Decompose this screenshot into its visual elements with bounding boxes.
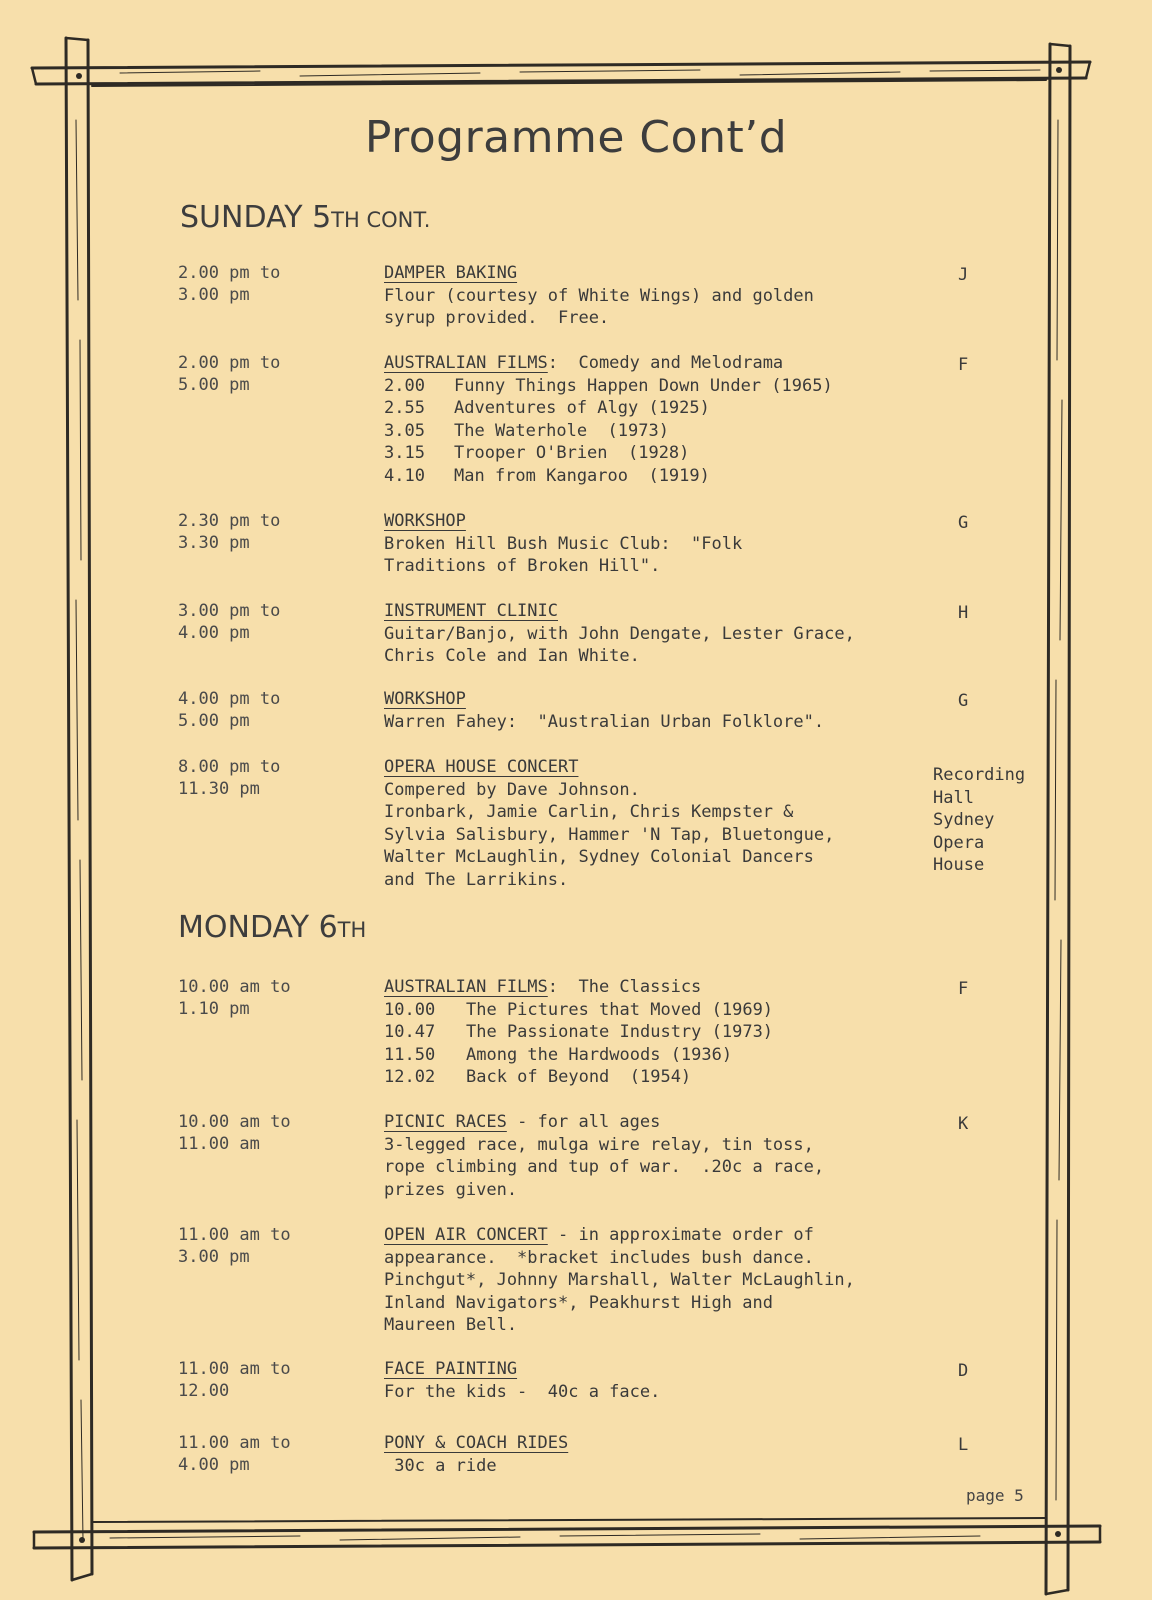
venue-code: K bbox=[958, 1114, 969, 1134]
film-time: 10.47 bbox=[384, 1022, 436, 1042]
entry-time: 2.00 pm to 3.00 pm bbox=[178, 263, 281, 305]
film-time: 3.15 bbox=[384, 443, 425, 463]
film-listing bbox=[384, 420, 944, 443]
entry-heading: OPERA HOUSE CONCERT bbox=[384, 757, 579, 777]
entry-heading-suffix: - for all ages bbox=[506, 1112, 661, 1132]
entry-details bbox=[384, 262, 944, 330]
entry-heading: WORKSHOP bbox=[384, 511, 466, 531]
entry-description-line: Ironbark, Jamie Carlin, Chris Kempster & bbox=[384, 802, 794, 822]
entry-heading: OPEN AIR CONCERT bbox=[384, 1225, 548, 1245]
entry-details bbox=[384, 688, 944, 733]
entry-time: 3.00 pm to 4.00 pm bbox=[178, 601, 281, 643]
entry-heading: FACE PAINTING bbox=[384, 1359, 518, 1379]
entry-heading-suffix: : Comedy and Melodrama bbox=[547, 353, 784, 373]
entry-heading-line bbox=[384, 976, 944, 999]
film-listing bbox=[384, 442, 944, 465]
entry-time: 2.30 pm to 3.30 pm bbox=[178, 511, 281, 553]
entry-details bbox=[384, 756, 944, 891]
entry-description-line: Pinchgut*, Johnny Marshall, Walter McLaughlin, bbox=[384, 1270, 855, 1290]
entry-description-line: Maureen Bell. bbox=[384, 1315, 518, 1335]
entry-description-line: Walter McLaughlin, Sydney Colonial Dancers bbox=[384, 847, 814, 867]
entry-time: 2.00 pm to 5.00 pm bbox=[178, 353, 281, 395]
entry-heading-line bbox=[384, 600, 944, 623]
film-time: 11.50 bbox=[384, 1044, 436, 1065]
film-time: 2.00 bbox=[384, 375, 425, 396]
entry-time: 10.00 am to 1.10 pm bbox=[178, 977, 291, 1019]
entry-time: 10.00 am to 11.00 am bbox=[178, 1112, 291, 1154]
entry-description-line: Chris Cole and Ian White. bbox=[384, 646, 640, 666]
entry-heading: PICNIC RACES bbox=[384, 1112, 507, 1132]
film-title: Adventures of Algy (1925) bbox=[454, 398, 710, 418]
entry-heading: AUSTRALIAN FILMS bbox=[384, 353, 548, 373]
entry-heading: DAMPER BAKING bbox=[384, 263, 518, 283]
venue-code: J bbox=[958, 265, 969, 285]
entry-heading: PONY & COACH RIDES bbox=[384, 1433, 569, 1453]
entry-description-line: appearance. *bracket includes bush dance. bbox=[384, 1247, 814, 1268]
venue-code: Recording Hall Sydney Opera House bbox=[933, 765, 1026, 875]
entry-heading-line bbox=[384, 352, 944, 375]
entry-time: 11.00 am to 3.00 pm bbox=[178, 1225, 291, 1267]
venue-code: F bbox=[958, 979, 969, 999]
entry-heading-suffix: : The Classics bbox=[547, 977, 702, 997]
venue-code: F bbox=[958, 355, 969, 375]
venue-code: G bbox=[958, 691, 969, 711]
entry-description-line: syrup provided. Free. bbox=[384, 308, 610, 328]
entry-details bbox=[384, 510, 944, 578]
entry-heading-line bbox=[384, 1224, 944, 1247]
venue-code: H bbox=[958, 603, 969, 623]
entry-heading: INSTRUMENT CLINIC bbox=[384, 601, 558, 621]
film-listing bbox=[384, 1044, 944, 1067]
venue-code: L bbox=[958, 1435, 969, 1455]
day-heading-suffix: TH bbox=[337, 918, 367, 942]
entry-heading: WORKSHOP bbox=[384, 689, 466, 709]
entry-heading-line bbox=[384, 510, 944, 533]
entry-heading-line bbox=[384, 262, 944, 285]
entry-heading-line bbox=[384, 1358, 944, 1381]
film-title: The Pictures that Moved (1969) bbox=[466, 999, 774, 1020]
entry-description-line: Flour (courtesy of White Wings) and golden bbox=[384, 285, 814, 306]
film-listing bbox=[384, 1021, 944, 1044]
entry-heading-line bbox=[384, 756, 944, 779]
entry-description-line: rope climbing and tup of war. .20c a race, bbox=[384, 1157, 825, 1177]
film-title: Trooper O'Brien (1928) bbox=[454, 443, 690, 463]
film-title: The Waterhole (1973) bbox=[454, 420, 669, 441]
day-heading-main: MONDAY 6 bbox=[178, 910, 338, 945]
entry-description-line: 3-legged race, mulga wire relay, tin toss, bbox=[384, 1134, 814, 1155]
entry-time: 11.00 am to 12.00 bbox=[178, 1359, 291, 1401]
film-listing bbox=[384, 1066, 944, 1089]
entry-heading: AUSTRALIAN FILMS bbox=[384, 977, 548, 997]
venue-code: G bbox=[958, 513, 969, 533]
entry-heading-suffix: - in approximate order of bbox=[547, 1225, 814, 1245]
film-time: 4.10 bbox=[384, 465, 425, 486]
film-time: 2.55 bbox=[384, 398, 425, 418]
entry-time: 8.00 pm to 11.30 pm bbox=[178, 757, 281, 799]
film-title: Among the Hardwoods (1936) bbox=[466, 1044, 733, 1065]
film-listing bbox=[384, 375, 944, 398]
entry-heading-line bbox=[384, 688, 944, 711]
page-number: page 5 bbox=[966, 1486, 1024, 1505]
entry-description-line: Inland Navigators*, Peakhurst High and bbox=[384, 1292, 773, 1313]
entry-description-line: Sylvia Salisbury, Hammer 'N Tap, Bluetongue, bbox=[384, 824, 835, 845]
film-title: Man from Kangaroo (1919) bbox=[454, 465, 710, 486]
entry-description-line: Broken Hill Bush Music Club: "Folk bbox=[384, 533, 743, 554]
film-time: 12.02 bbox=[384, 1067, 436, 1087]
film-listing bbox=[384, 999, 944, 1022]
day-heading-sunday bbox=[180, 200, 430, 235]
entry-description-line: Compered by Dave Johnson. bbox=[384, 779, 640, 800]
day-heading-monday bbox=[178, 910, 366, 945]
entry-heading-line bbox=[384, 1432, 944, 1455]
entry-time: 4.00 pm to 5.00 pm bbox=[178, 689, 281, 731]
entry-time: 11.00 am to 4.00 pm bbox=[178, 1433, 291, 1475]
entry-details bbox=[384, 600, 944, 668]
entry-description-line: Guitar/Banjo, with John Dengate, Lester Grace, bbox=[384, 623, 855, 644]
entry-description-line: 30c a ride bbox=[384, 1455, 497, 1476]
entry-details bbox=[384, 976, 944, 1089]
entry-description-line: Warren Fahey: "Australian Urban Folklore". bbox=[384, 711, 825, 732]
film-time: 10.00 bbox=[384, 999, 436, 1020]
venue-code: D bbox=[958, 1361, 969, 1381]
entry-description-line: and The Larrikins. bbox=[384, 869, 569, 890]
entry-details bbox=[384, 1224, 944, 1337]
day-heading-main: SUNDAY 5 bbox=[180, 200, 332, 235]
entry-description-line: For the kids - 40c a face. bbox=[384, 1381, 661, 1402]
film-title: The Passionate Industry (1973) bbox=[466, 1022, 774, 1042]
entry-details bbox=[384, 1358, 944, 1403]
page-title: Programme Cont’d bbox=[364, 112, 788, 163]
film-title: Back of Beyond (1954) bbox=[466, 1067, 692, 1087]
entry-details bbox=[384, 1432, 944, 1477]
entry-details bbox=[384, 1111, 944, 1201]
day-heading-suffix: TH CONT. bbox=[331, 208, 431, 232]
film-listing bbox=[384, 465, 944, 488]
entry-heading-line bbox=[384, 1111, 944, 1134]
film-title: Funny Things Happen Down Under (1965) bbox=[454, 375, 833, 396]
entry-details bbox=[384, 352, 944, 487]
entry-description-line: Traditions of Broken Hill". bbox=[384, 556, 661, 576]
film-time: 3.05 bbox=[384, 420, 425, 441]
film-listing bbox=[384, 397, 944, 420]
entry-description-line: prizes given. bbox=[384, 1179, 518, 1200]
